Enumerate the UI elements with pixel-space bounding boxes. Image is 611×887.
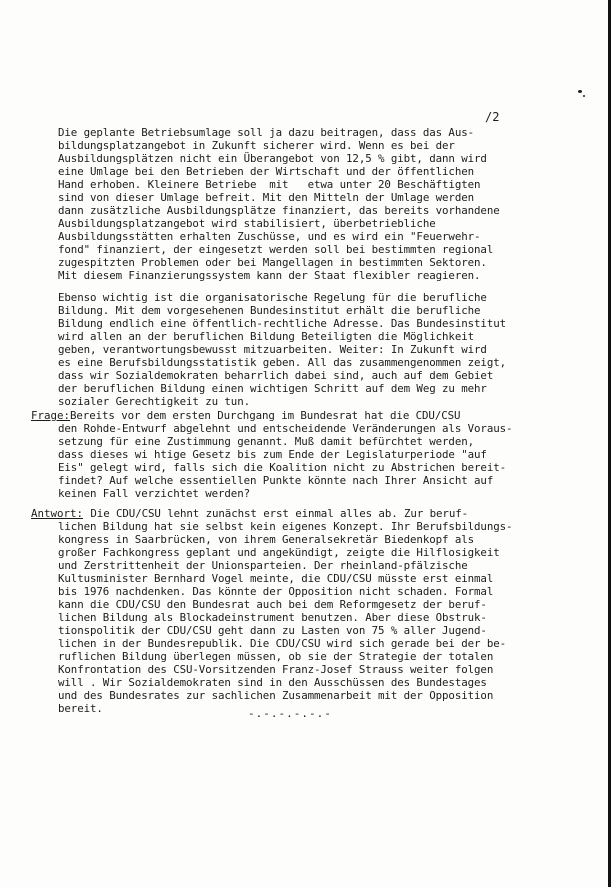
antwort-label: Antwort: xyxy=(31,507,84,520)
frage-line: den Rohde-Entwurf abgelehnt und entscheidende Veränderungen als Voraus- xyxy=(58,422,513,435)
paragraph-1-line: fond" finanziert, der eingesetzt werden soll bei bestimmten regional xyxy=(58,243,494,256)
frage-line: Eis" gelegt wird, falls sich die Koalition nicht zu Abstrichen bereit- xyxy=(58,461,507,474)
paragraph-1-line: Ausbildungsstätten erhalten Zuschüsse, und es wird ein "Feuerwehr- xyxy=(58,230,481,243)
paragraph-2-line: der beruflichen Bildung einen wichtigen Schritt auf dem Weg zu mehr xyxy=(58,382,487,395)
scan-speck xyxy=(578,90,582,93)
paragraph-1-line: sind von dieser Umlage befreit. Mit den Mitteln der Umlage werden xyxy=(58,191,475,204)
antwort-line: großer Fachkongress geplant und angekündigt, zeigte die Hilflosigkeit xyxy=(58,546,500,559)
antwort-line: bis 1976 nachdenken. Das könnte der Opposition nicht schaden. Formal xyxy=(58,585,494,598)
frage-line: setzung für eine Zustimmung genannt. Muß damit befürchtet werden, xyxy=(58,435,475,448)
antwort-line: Konfrontation des CSU-Vorsitzenden Franz-Josef Strauss weiter folgen xyxy=(58,663,494,676)
frage-label: Frage: xyxy=(31,409,71,422)
paragraph-1-line: Ausbildungsplatzangebot wird stabilisiert, überbetriebliche xyxy=(58,217,436,230)
antwort-line: kann die CDU/CSU den Bundesrat auch bei dem Reformgesetz der beruf- xyxy=(58,598,487,611)
paragraph-2-line: es eine Berufsbildungsstatistik geben. All das zusammengenommen zeigt, xyxy=(58,356,507,369)
paragraph-1-line: Hand erhoben. Kleinere Betriebe mit etwa unter 20 Beschäftigten xyxy=(58,178,481,191)
frage-line: Bereits vor dem ersten Durchgang im Bundesrat hat die CDU/CSU xyxy=(70,409,461,422)
antwort-line: kongress in Saarbrücken, von ihrem Generalsekretär Biedenkopf als xyxy=(58,533,475,546)
paragraph-1-line: Ausbildungsplätzen nicht ein Überangebot von 12,5 % gibt, dann wird xyxy=(58,152,487,165)
antwort-line: und des Bundesrates zur sachlichen Zusammenarbeit mit der Opposition xyxy=(58,689,494,702)
frage-line: findet? Auf welche essentiellen Punkte könnte nach Ihrer Ansicht auf xyxy=(58,474,494,487)
antwort-line: lichen in der Bundesrepublik. Die CDU/CSU wird sich gerade bei der be- xyxy=(58,637,507,650)
antwort-line: lichen Bildung hat sie selbst kein eigenes Konzept. Ihr Berufsbildungs- xyxy=(58,520,513,533)
paragraph-1-line: bildungsplatzangebot in Zukunft sicherer wird. Wenn es bei der xyxy=(58,139,455,152)
scan-speck xyxy=(583,95,585,97)
antwort-line: Die CDU/CSU lehnt zunächst erst einmal alles ab. Zur beruf- xyxy=(84,507,469,520)
page-number: /2 xyxy=(485,110,500,124)
paragraph-2-line: sozialer Gerechtigkeit zu tun. xyxy=(58,395,251,408)
paragraph-1-line: Die geplante Betriebsumlage soll ja dazu beitragen, dass das Aus- xyxy=(58,126,475,139)
frage-line: keinen Fall verzichtet werden? xyxy=(58,487,251,500)
frage-line: dass dieses wi htige Gesetz bis zum Ende der Legislaturperiode "auf xyxy=(58,448,487,461)
paragraph-2-line: geben, verantwortungsbewusst mitzuarbeiten. Weiter: In Zukunft wird xyxy=(58,343,487,356)
paragraph-2-line: Bildung. Mit dem vorgesehenen Bundesinstitut erhält die berufliche xyxy=(58,304,481,317)
antwort-line: lichen Bildung als Blockadeinstrument benutzen. Aber diese Obstruk- xyxy=(58,611,487,624)
paragraph-2-line: wird allen an der beruflichen Bildung Beteiligten die Möglichkeit xyxy=(58,330,475,343)
paragraph-1-line: zugespitzten Problemen oder bei Mangellagen in bestimmten Sektoren. xyxy=(58,256,487,269)
paragraph-2-line: Ebenso wichtig ist die organisatorische Regelung für die berufliche xyxy=(58,291,487,304)
paragraph-2-line: dass wir Sozialdemokraten beharrlich dabei sind, auch auf dem Gebiet xyxy=(58,369,494,382)
paragraph-1-line: eine Umlage bei den Betrieben der Wirtschaft und der öffentlichen xyxy=(58,165,475,178)
antwort-line: und Zerstrittenheit der Unionsparteien. Der rheinland-pfälzische xyxy=(58,559,468,572)
antwort-line: Kultusminister Bernhard Vogel meinte, die CDU/CSU müsste erst einmal xyxy=(58,572,494,585)
paragraph-1-line: dann zusätzliche Ausbildungsplätze finanziert, das bereits vorhandene xyxy=(58,204,500,217)
antwort-line: will . Wir Sozialdemokraten sind in den Ausschüssen des Bundestages xyxy=(58,676,487,689)
paragraph-1-line: Mit diesem Finanzierungssystem kann der Staat flexibler reagieren. xyxy=(58,269,481,282)
end-separator: -.-.-.-.-.- xyxy=(248,707,332,720)
paragraph-2-line: Bildung endlich eine öffentlich-rechtliche Adresse. Das Bundesinstitut xyxy=(58,317,507,330)
antwort-line: tionspolitik der CDU/CSU geht dann zu Lasten von 75 % aller Jugend- xyxy=(58,624,487,637)
antwort-line: ruflichen Bildung überlegen müssen, ob sie der Strategie der totalen xyxy=(58,650,494,663)
antwort-line: bereit. xyxy=(58,702,103,715)
